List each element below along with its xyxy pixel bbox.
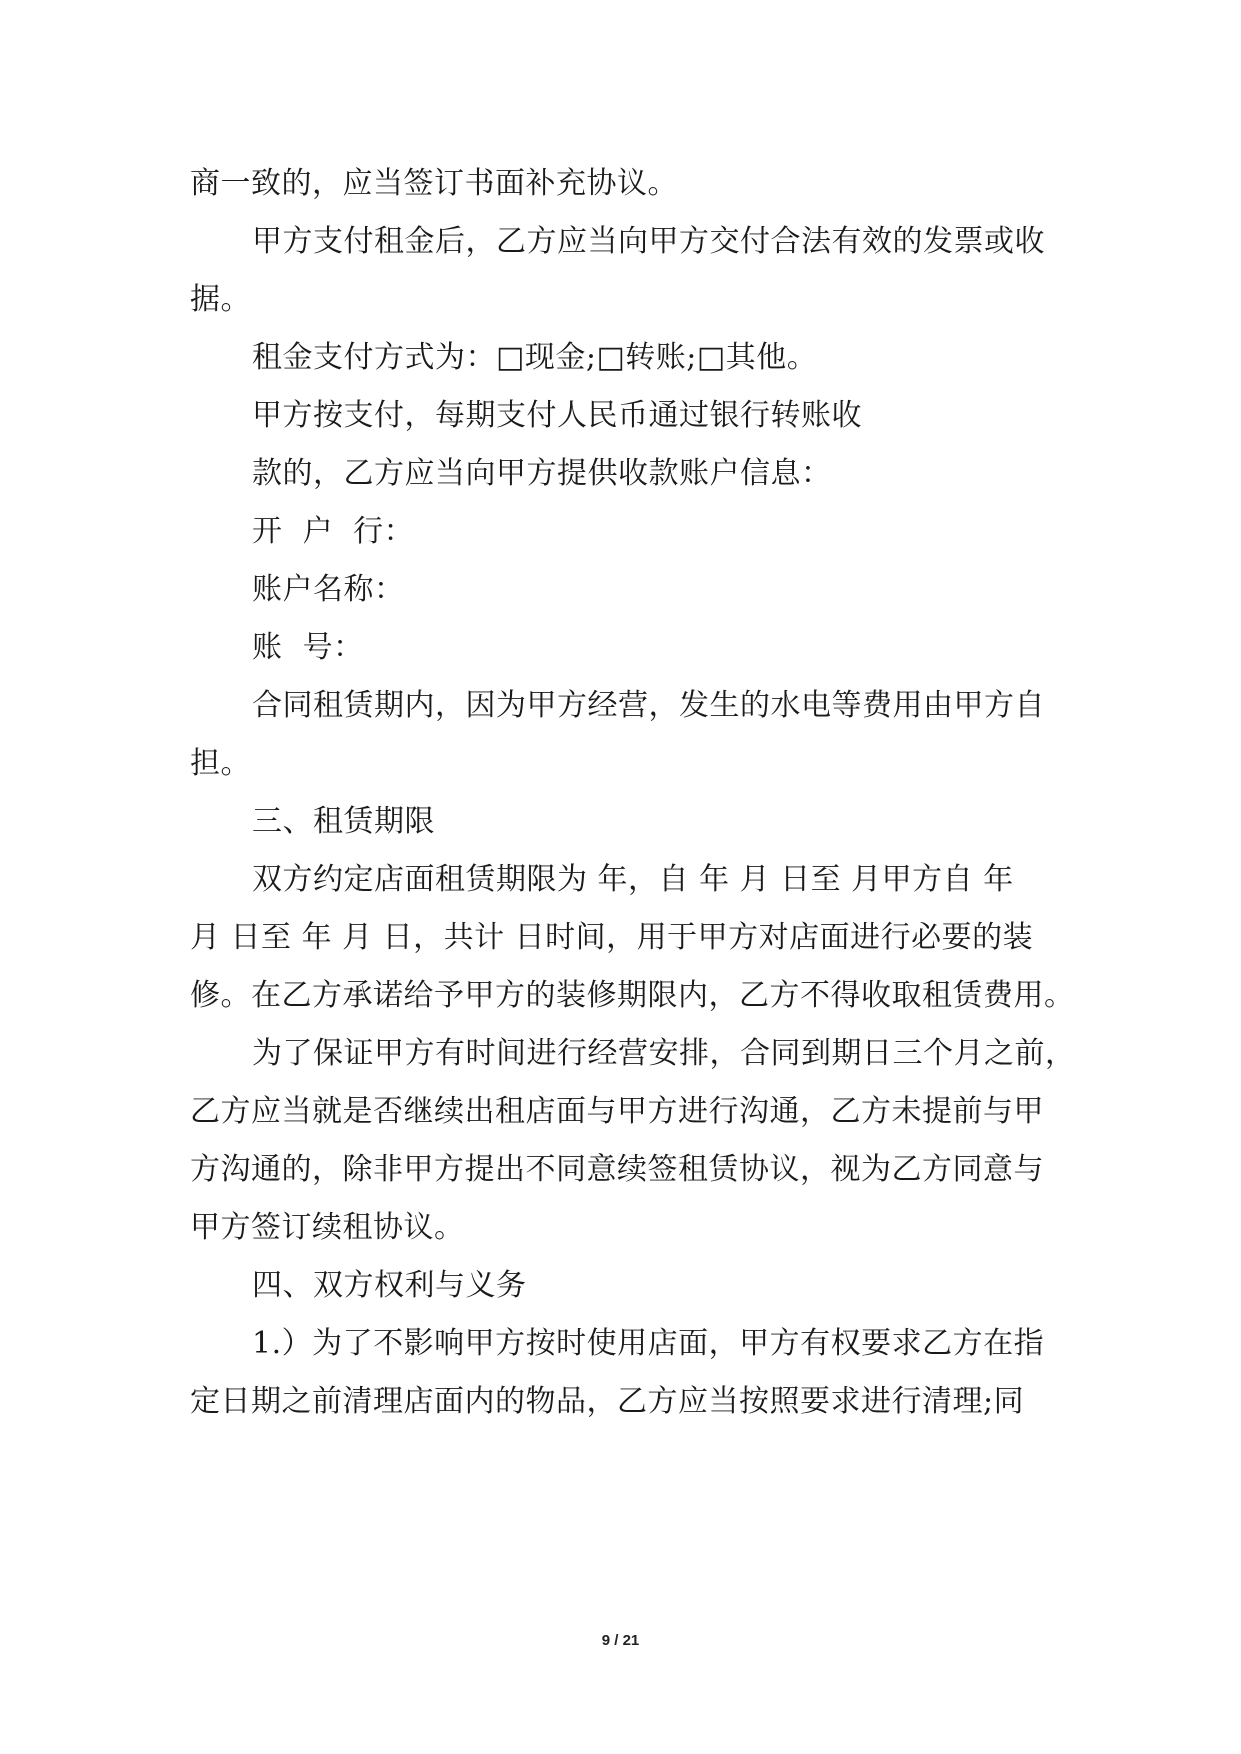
section-heading: 四、双方权利与义务: [252, 1268, 527, 1303]
text-line: 账 号：: [252, 630, 364, 665]
section-heading: 三、租赁期限: [252, 804, 435, 839]
text-line: 为了保证甲方有时间进行经营安排，合同到期日三个月之前，: [252, 1036, 1076, 1071]
text-line: 据。: [190, 282, 251, 317]
text-line: 商一致的，应当签订书面补充协议。: [190, 166, 678, 201]
text-line: 方沟通的，除非甲方提出不同意续签租赁协议，视为乙方同意与: [190, 1152, 1044, 1187]
text-line: 甲方支付租金后，乙方应当向甲方交付合法有效的发票或收: [252, 224, 1045, 259]
text-line: 账户名称：: [252, 572, 405, 607]
text-line: 双方约定店面租赁期限为 年，自 年 月 日至 月甲方自 年: [252, 862, 1014, 897]
text-line: 租金支付方式为：□现金;□转账;□其他。: [252, 340, 818, 375]
text-line: 担。: [190, 746, 251, 781]
text-line: 月 日至 年 月 日，共计 日时间，用于甲方对店面进行必要的装: [190, 920, 1034, 955]
text-line: 甲方签订续租协议。: [190, 1210, 465, 1245]
text-line: 甲方按支付，每期支付人民币通过银行转账收: [252, 398, 862, 433]
text-line: 开 户 行：: [252, 514, 415, 549]
page-number: 9 / 21: [601, 1632, 640, 1649]
text-line: 1.）为了不影响甲方按时使用店面，甲方有权要求乙方在指: [252, 1326, 1045, 1361]
text-line: 修。在乙方承诺给予甲方的装修期限内，乙方不得收取租赁费用。: [190, 978, 1075, 1013]
text-line: 乙方应当就是否继续出租店面与甲方进行沟通，乙方未提前与甲: [190, 1094, 1044, 1129]
text-line: 款的，乙方应当向甲方提供收款账户信息：: [252, 456, 832, 491]
text-line: 定日期之前清理店面内的物品，乙方应当按照要求进行清理;同: [190, 1384, 1025, 1419]
text-line: 合同租赁期内，因为甲方经营，发生的水电等费用由甲方自: [252, 688, 1045, 723]
